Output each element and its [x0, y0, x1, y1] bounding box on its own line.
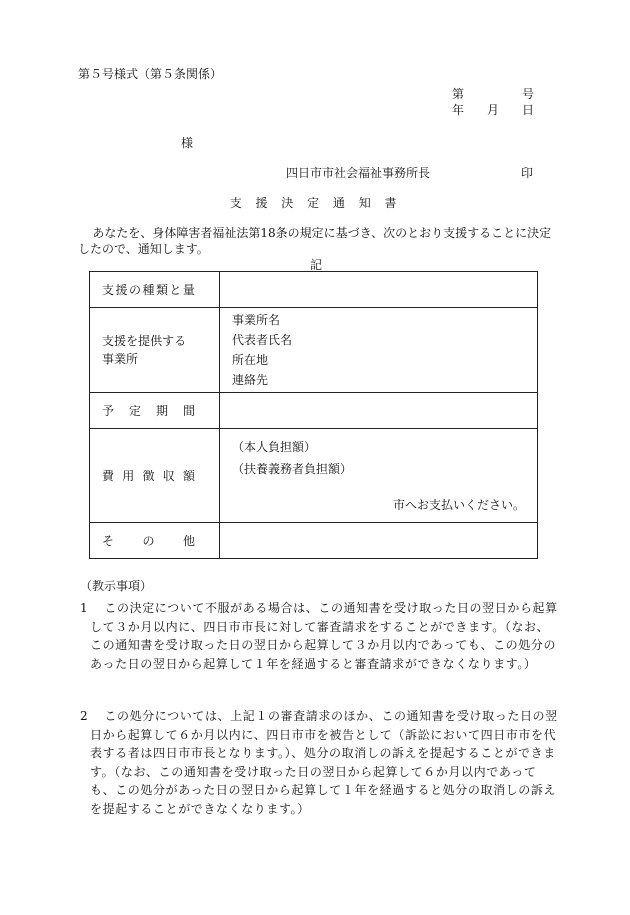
notice-heading: （教示事項） [80, 579, 153, 593]
notice-item-2-text: この処分については、上記１の審査請求のほか、この通知書を受け取った日の翌日から起算して６か月以内に、四日市市を被告として（訴訟において四日市市を代表する者は四日市市長となります。）、処分の取消しの訴えを提起することができます。（なお、この通知書を受け取った日の翌日から起算して６か月以内であっても、この処分があった日の翌日から起算して１年を経過すると処分の取消しの訴えを提起することができなくなります。） [90, 709, 558, 816]
provider-contact-label: 連絡先 [232, 373, 269, 387]
notice-item-1 [80, 599, 558, 673]
notice-item-2 [80, 707, 558, 818]
label-fee: 費 用 徴 収 額 [90, 429, 220, 523]
value-provider [220, 308, 538, 393]
value-fee [220, 429, 538, 523]
label-other: そ の 他 [90, 523, 220, 559]
fee-guardian-label: （扶養義務者負担額） [232, 461, 353, 476]
value-period [220, 393, 538, 429]
table-row [90, 393, 538, 429]
provider-name-label: 事業所名 [232, 313, 281, 327]
payment-note: 市へお支払いください。 [392, 497, 525, 512]
date-year: 年 [452, 103, 465, 117]
decision-table [89, 271, 538, 559]
notice-item-1-text: この決定について不服がある場合は、この通知書を受け取った日の翌日から起算して３か月以内に、四日市市長に対して審査請求をすることができます。（なお、この通知書を受け取った日の翌日から起算して３か月以内であっても、この処分のあった日の翌日から起算して１年を経過すると審査請求ができなくなります。） [90, 601, 558, 671]
fee-self-label: （本人負担額） [232, 439, 317, 454]
value-support-type [220, 272, 538, 308]
table-row [90, 523, 538, 559]
ki-marker: 記 [310, 258, 323, 272]
table-row [90, 308, 538, 393]
notice-item-2-number: 2 [80, 709, 89, 723]
date-day: 日 [522, 103, 535, 117]
table-row [90, 429, 538, 523]
notice-item-1-number: 1 [80, 601, 89, 615]
seal-mark: 印 [521, 166, 534, 180]
provider-representative-label: 代表者氏名 [232, 333, 293, 347]
issuer-name: 四日市市社会福祉事務所長 [286, 166, 431, 180]
date-month: 月 [487, 103, 500, 117]
document-title: 支援決定通知書 [229, 196, 411, 210]
provider-address-label: 所在地 [232, 353, 269, 367]
number-suffix: 号 [522, 87, 535, 101]
label-period: 予 定 期 間 [90, 393, 220, 429]
label-support-type: 支 援 の 種 類 と 量 [90, 272, 220, 308]
value-other [220, 523, 538, 559]
addressee-honorific: 様 [181, 136, 194, 150]
form-number: 第５号様式（第５条関係） [78, 67, 223, 81]
body-text: あなたを、身体障害者福祉法第18条の規定に基づき、次のとおり支援することに決定したので、通知します。 [78, 226, 552, 256]
table-row [90, 272, 538, 308]
label-provider: 支援を提供する 事業所 [90, 308, 220, 393]
number-prefix: 第 [452, 87, 465, 101]
